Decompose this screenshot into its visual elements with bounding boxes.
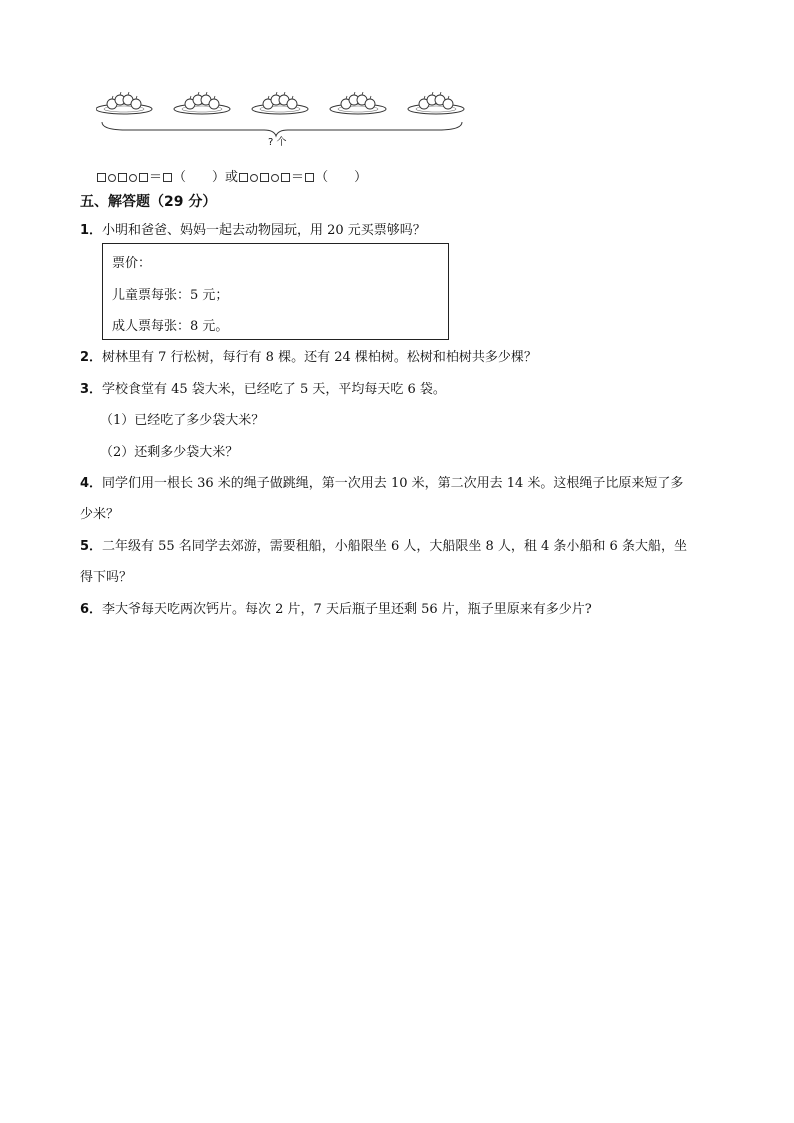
ticket-adult-price: 成人票每张：8 元。 [112, 319, 229, 334]
apple-icon [287, 99, 297, 109]
apple-stem [206, 92, 207, 95]
formula-line: ＝ （ ）或 ＝ （ ） [96, 166, 367, 185]
circle-icon [250, 174, 258, 182]
apple-stem [292, 96, 293, 99]
question-5 [80, 535, 687, 554]
question-text: 李大爷每天吃两次钙片。每次 2 片，7 天后瓶子里还剩 56 片，瓶子里原来有多少片? [102, 602, 592, 617]
plate-icon [252, 104, 308, 114]
question-4-continued: 少米？ [80, 507, 120, 522]
box-icon [118, 173, 127, 182]
box-icon [163, 173, 172, 182]
section-title: 五、解答题（29 分） [80, 194, 217, 210]
plate-icon [174, 104, 230, 114]
apple-stem [284, 92, 285, 95]
question-text: 同学们用一根长 36 米的绳子做跳绳，第一次用去 10 米，第二次用去 14 米。这根绳子比原来短了多 [102, 476, 684, 491]
question-3-sub-2: （2）还剩多少袋大米？ [100, 445, 239, 460]
ticket-title: 票价： [112, 256, 152, 271]
apple-stem [440, 92, 441, 95]
apple-stem [362, 92, 363, 95]
question-6 [80, 598, 592, 617]
question-5-continued: 得下吗？ [80, 570, 133, 585]
ticket-price-box [102, 243, 449, 340]
apple-stem [448, 96, 449, 99]
box-icon [260, 173, 269, 182]
apple-stem [354, 92, 355, 95]
answer-paren-2[interactable]: （ ） [315, 170, 368, 185]
apple-stem [346, 96, 347, 99]
plate-icon [330, 104, 386, 114]
apple-icon [209, 99, 219, 109]
box-icon [281, 173, 290, 182]
question-3 [80, 378, 446, 397]
box-icon [97, 173, 106, 182]
question-3-sub-1: （1）已经吃了多少袋大米？ [100, 413, 265, 428]
plate-icon [408, 104, 464, 114]
question-number: 3． [80, 382, 103, 397]
apple-stem [276, 92, 277, 95]
apple-stem [136, 96, 137, 99]
circle-icon [108, 174, 116, 182]
question-number: 5． [80, 539, 103, 554]
apple-stem [190, 96, 191, 99]
question-number: 1． [80, 223, 103, 238]
apple-stem [120, 92, 121, 95]
apple-icon [365, 99, 375, 109]
apple-stem [432, 92, 433, 95]
brace-label: ? 个 [268, 137, 287, 148]
question-text: 树林里有 7 行松树，每行有 8 棵。还有 24 棵柏树。松树和柏树共多少棵？ [102, 350, 537, 365]
apple-stem [214, 96, 215, 99]
plates-group [96, 92, 464, 114]
apple-icon [443, 99, 453, 109]
question-number: 2． [80, 350, 103, 365]
apple-stem [268, 96, 269, 99]
box-icon [139, 173, 148, 182]
question-number: 6． [80, 602, 103, 617]
circle-icon [271, 174, 279, 182]
apple-icon [131, 99, 141, 109]
apple-stem [112, 96, 113, 99]
apple-stem [198, 92, 199, 95]
question-text: 学校食堂有 45 袋大米，已经吃了 5 天，平均每天吃 6 袋。 [102, 382, 446, 397]
apple-stem [370, 96, 371, 99]
box-icon [305, 173, 314, 182]
circle-icon [129, 174, 137, 182]
question-number: 4． [80, 476, 103, 491]
question-text: 小明和爸爸、妈妈一起去动物园玩，用 20 元买票够吗？ [102, 223, 426, 238]
plate-icon [96, 104, 152, 114]
ticket-child-price: 儿童票每张：5 元； [112, 288, 229, 303]
box-icon [239, 173, 248, 182]
apple-stem [128, 92, 129, 95]
answer-paren-1[interactable]: （ ） [173, 170, 226, 185]
formula-or: 或 [225, 170, 239, 185]
question-4 [80, 472, 683, 491]
question-1 [80, 219, 426, 238]
question-text: 二年级有 55 名同学去郊游，需要租船，小船限坐 6 人，大船限坐 8 人，租 4 条小船和 6 条大船，坐 [102, 539, 687, 554]
apple-stem [424, 96, 425, 99]
question-2 [80, 346, 537, 365]
